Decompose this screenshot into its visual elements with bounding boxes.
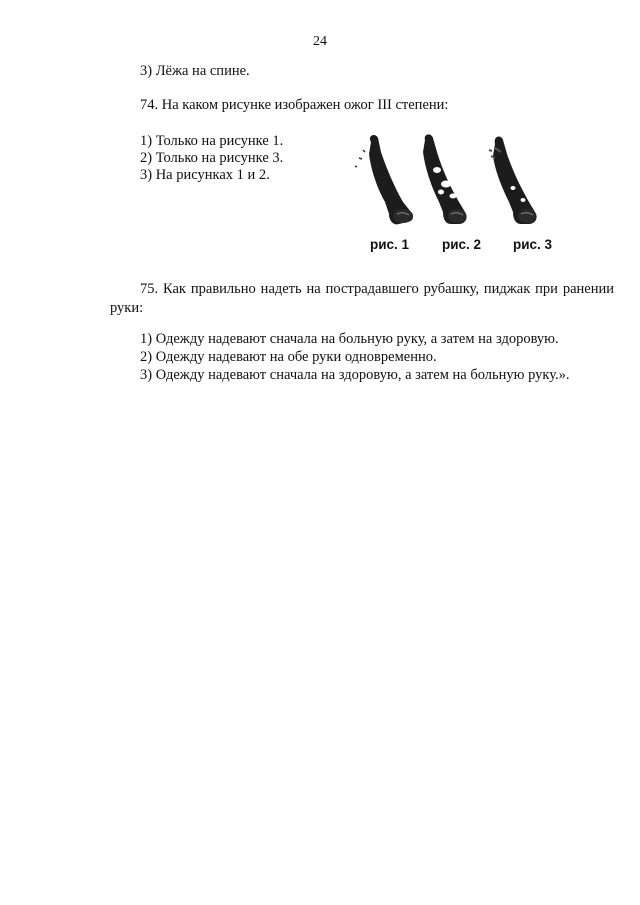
q74-option-3: 3) На рисунках 1 и 2.: [140, 167, 270, 183]
burned-arms-illustration: [345, 130, 585, 235]
q74-option-1: 1) Только на рисунке 1.: [140, 133, 284, 149]
q74-option-2: 2) Только на рисунке 3.: [140, 150, 284, 166]
q73-option-3: 3) Лёжа на спине.: [140, 63, 250, 79]
arm-figure-1: [355, 135, 413, 224]
burn-figures: [345, 130, 585, 260]
figure-label-1: рис. 1: [370, 237, 410, 252]
q75-option-3: 3) Одежду надевают сначала на здоровую, а затем на больную руку.».: [140, 367, 570, 383]
q74-question: 74. На каком рисунке изображен ожог III степени:: [140, 97, 449, 113]
q75-question: 75. Как правильно надеть на пострадавшего рубашку, пиджак при ранении руки:: [110, 281, 614, 316]
q75-option-1: 1) Одежду надевают сначала на больную руку, а затем на здоровую.: [140, 331, 559, 347]
figure-label-3: рис. 3: [513, 237, 553, 252]
arm-figure-3: [489, 137, 537, 224]
q75-option-2: 2) Одежду надевают на обе руки одновременно.: [140, 349, 437, 365]
arm-figure-2: [423, 134, 467, 224]
figure-label-2: рис. 2: [442, 237, 482, 252]
page-number: 24: [313, 34, 327, 49]
